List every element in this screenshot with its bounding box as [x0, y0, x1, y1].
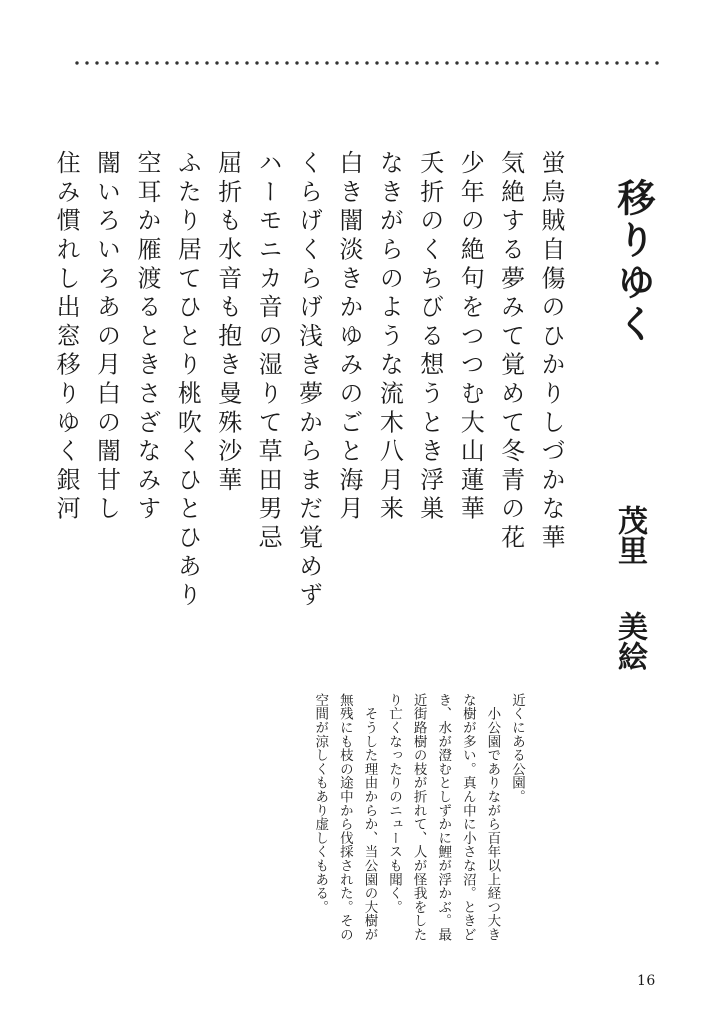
author-name: [612, 505, 647, 671]
haiku-line: なきがらのような流木八月来: [375, 150, 404, 525]
prose-line: な樹が多い。真ん中に小さな沼。ときど: [459, 693, 476, 942]
prose-line: そうした理由からか、当公園の大樹が: [361, 693, 378, 942]
prose-note: [307, 693, 529, 993]
prose-line: き、水が澄むとしずかに鯉が浮かぶ。最: [435, 693, 452, 942]
dotted-rule: [72, 60, 660, 66]
haiku-line: 気絶する夢みて覚めて冬青の花: [496, 150, 525, 554]
haiku-line: くらげくらげ浅き夢からまだ覚めず: [294, 150, 323, 611]
haiku-sequence: [52, 150, 571, 611]
haiku-line: ハーモニカ音の湿りて草田男忌: [254, 150, 283, 554]
page-title: 移りゆく: [611, 178, 656, 346]
haiku-line: 空耳か雁渡るときさざなみす: [132, 150, 161, 525]
author-given-name: 美絵: [612, 611, 647, 671]
prose-line: 近くにある公園。: [509, 693, 525, 804]
prose-line: 空間が涼しくもあり虚しくもある。: [312, 693, 329, 914]
haiku-line: 住み慣れし出窓移りゆく銀河: [52, 150, 81, 525]
haiku-line: 闇いろいろあの月白の闇甘し: [92, 150, 121, 525]
prose-line: り亡くなったりのニュースも聞く。: [386, 693, 403, 914]
prose-line: 無残にも枝の途中から伐採された。その: [336, 693, 353, 942]
page-number: 16: [637, 973, 656, 989]
haiku-line: 白き闇淡きかゆみのごと海月: [334, 150, 363, 525]
prose-line: 小公園でありながら百年以上経つ大き: [484, 693, 501, 942]
prose-line: 近街路樹の枝が折れて、人が怪我をした: [410, 693, 427, 942]
haiku-line: 少年の絶句をつつむ大山蓮華: [456, 150, 485, 525]
author-family-name: 茂里: [612, 505, 647, 565]
haiku-line: 屈折も水音も抱き曼殊沙華: [213, 150, 242, 496]
haiku-line: ふたり居てひとり桃吹くひとひあり: [173, 150, 202, 611]
haiku-line: 夭折のくちびる想うとき浮巣: [415, 150, 444, 525]
haiku-line: 蛍烏賊自傷のひかりしづかな華: [537, 150, 565, 554]
